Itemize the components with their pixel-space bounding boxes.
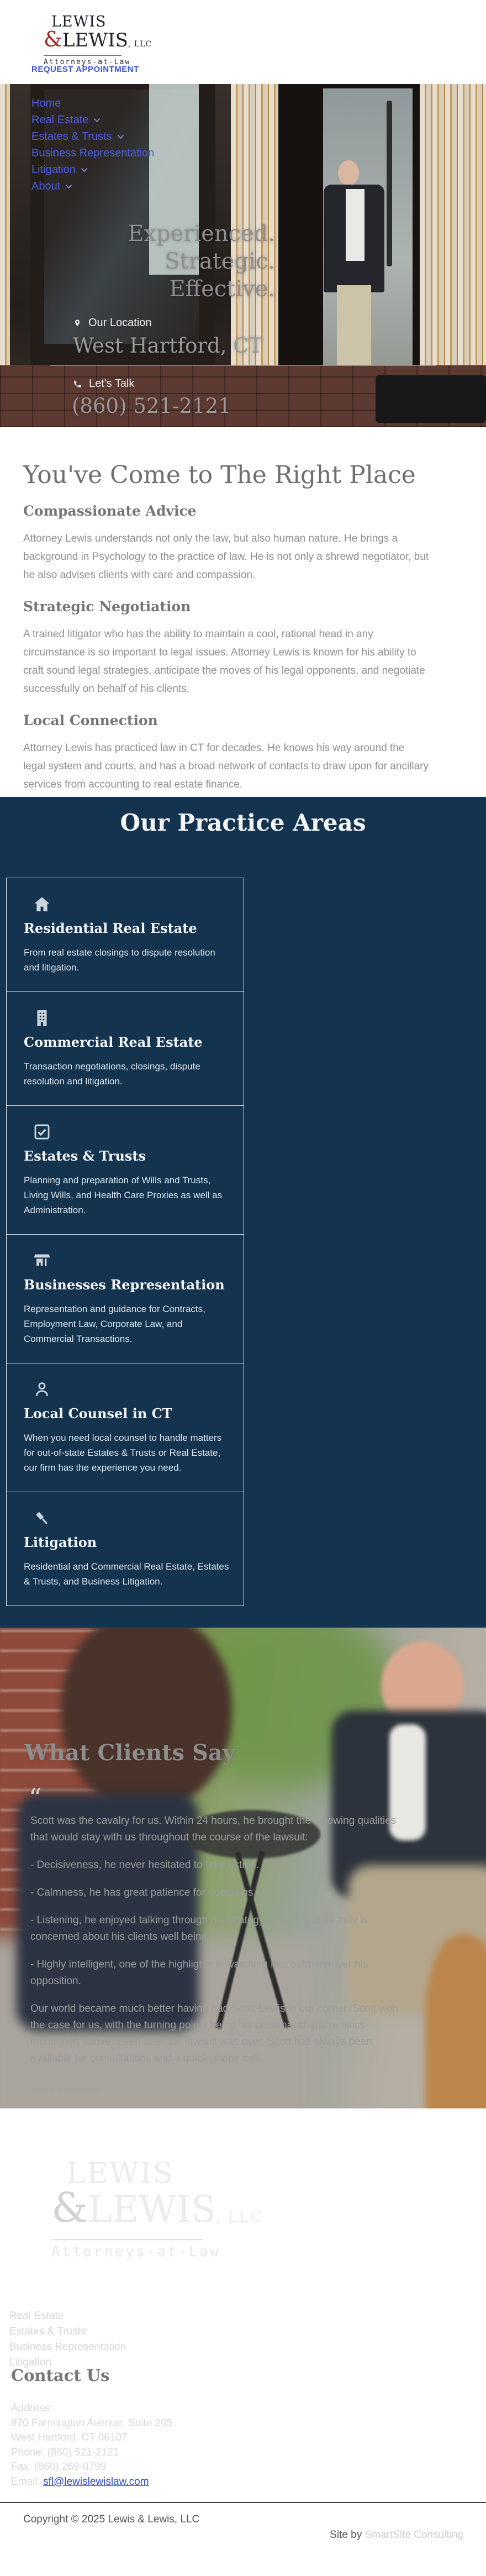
brand-name-line2-text: LEWIS [62, 29, 128, 51]
nav-item-label: Estates & Trusts [31, 130, 112, 143]
hero-headline-line: Effective. [169, 276, 275, 302]
footer-divider [0, 2502, 486, 2503]
testimonial-quote [30, 1813, 411, 2078]
testimonial-paragraph: - Highly intelligent, one of the highlights is watching him outmaneuver his opposition. [30, 1959, 368, 1987]
testimonial-paragraph: Our world became much better having had Scott Lewis in our corner. Scott won the case for us, with the turning points being his personal characteristics mentioned above. Even after the lawsuit was over, Scott has always been available for consultations and a quick phone call. [30, 2003, 399, 2064]
site-footer [0, 2108, 486, 2576]
hero-headline [83, 220, 275, 303]
practice-card-residential-real-estate[interactable] [6, 878, 244, 992]
quote-icon: “ [29, 1783, 42, 1813]
contact-us-heading: Contact Us [11, 2366, 110, 2385]
contact-address-line2: West Hartford, CT 06107 [11, 2432, 128, 2443]
testimonial-paragraph: Scott was the cavalry for us. Within 24 hours, he brought the following qualities that would stay with us throughout the course of the lawsuit: [30, 1815, 397, 1843]
building-icon [33, 1009, 230, 1027]
contact-phone: Phone: (860) 521-2121 [11, 2446, 119, 2458]
contact-email-link[interactable]: sfl@lewislewislaw.com [43, 2475, 149, 2488]
decor-man-head [338, 160, 359, 186]
practice-card-description: Transaction negotiations, closings, dispute resolution and litigation. [24, 1061, 200, 1087]
practice-card-title: Litigation [24, 1534, 97, 1550]
brand-suffix: , LLC [128, 40, 152, 49]
contact-email-row [11, 2475, 172, 2490]
footer-link-litigation[interactable]: Litigation [9, 2357, 52, 2368]
brand-name-line2-text: LEWIS [87, 2188, 216, 2232]
chevron-down-icon [81, 167, 88, 172]
practice-card-description: From real estate closings to dispute resolution and litigation. [24, 947, 215, 973]
practice-areas-section [0, 797, 486, 1628]
brand-rule [51, 2239, 203, 2240]
brand-tagline: Attorneys-at-Law [51, 2244, 221, 2261]
practice-card-businesses-representation[interactable] [6, 1234, 244, 1363]
practice-areas-title: Our Practice Areas [120, 809, 366, 836]
contact-fax: Fax: (860) 269-0799 [11, 2461, 107, 2473]
brand-name-line1: LEWIS [51, 13, 107, 30]
intro-heading-strategic-negotiation: Strategic Negotiation [23, 599, 191, 615]
brand-suffix: , LLC [216, 2208, 263, 2226]
practice-card-estates-trusts[interactable] [6, 1105, 244, 1235]
hero-headline-line: Strategic. [165, 249, 275, 274]
decor-pillar-left-edge [0, 84, 10, 365]
location-value: West Hartford, CT [73, 334, 263, 358]
contact-address-line1: 970 Farmington Avenue, Suite 205 [11, 2417, 173, 2429]
practice-card-description: Planning and preparation of Wills and Trusts, Living Wills, and Health Care Proxies as well as Administration. [24, 1175, 223, 1215]
nav-item-label: Home [31, 97, 61, 109]
site-credit [330, 2529, 463, 2541]
footer-link-business-representation[interactable]: Business Representation [9, 2341, 126, 2353]
testimonial-paragraph: - Listening, he enjoyed talking through his strategy with us and he truly is concerned about his clients well being [30, 1914, 368, 1943]
nav-item-label: Business Representation [31, 146, 155, 159]
gavel-icon [33, 1509, 230, 1528]
practice-cards [6, 878, 244, 1606]
chevron-down-icon [65, 184, 72, 189]
nav-item-home[interactable] [31, 95, 154, 112]
brand-tagline: Attorneys-at-Law [44, 58, 131, 66]
brand-name-line1: LEWIS [66, 2157, 174, 2191]
lets-talk-label-text: Let's Talk [89, 377, 135, 390]
contact-email-label: Email: [11, 2475, 44, 2488]
person-icon [33, 1380, 230, 1399]
practice-card-title: Estates & Trusts [24, 1148, 146, 1164]
brand-ampersand: & [44, 27, 62, 51]
nav-item-label: Real Estate [31, 113, 89, 126]
footer-link-real-estate[interactable]: Real Estate [9, 2310, 64, 2322]
footer-link-estates-trusts[interactable]: Estates & Trusts [9, 2326, 86, 2337]
brand-name-line2 [44, 27, 152, 54]
practice-card-description: Representation and guidance for Contracts, Employment Law, Corporate Law, and Commercial Transactions. [24, 1304, 205, 1344]
brand-logo[interactable] [44, 13, 152, 66]
nav-item-about[interactable] [31, 178, 154, 195]
site-by-brand-link[interactable]: SmartSite Consulting [364, 2529, 463, 2541]
contact-info [11, 2401, 172, 2489]
site-header [0, 0, 486, 85]
contact-address-label: Address: [11, 2402, 52, 2414]
nav-item-estates-trusts[interactable] [31, 128, 154, 145]
hero-headline-line: Experienced. [128, 221, 275, 246]
footer-brand-logo [51, 2157, 263, 2261]
site-by-label: Site by [330, 2529, 365, 2541]
intro-heading-local-connection: Local Connection [23, 712, 158, 728]
practice-card-title: Businesses Representation [24, 1277, 225, 1293]
practice-card-local-counsel[interactable] [6, 1363, 244, 1492]
intro-heading-compassionate-advice: Compassionate Advice [23, 503, 197, 519]
practice-card-title: Commercial Real Estate [24, 1034, 203, 1050]
intro-paragraph: Attorney Lewis understands not only the law, but also human nature. He brings a background in Psychology to the practice of law. He is not only a shrewd negotiator, but he also advises clients with care and compassion. [23, 533, 429, 581]
main-nav [31, 95, 154, 195]
testimonial-section [0, 1628, 486, 2108]
decor-woman-hair [61, 1628, 232, 1810]
testimonial-attribution: Juan & Elizabeth A. [30, 2085, 103, 2095]
brand-ampersand: & [51, 2184, 88, 2232]
copyright-text: Copyright © 2025 Lewis & Lewis, LLC [23, 2514, 200, 2525]
decor-lamp-reflection [387, 101, 392, 266]
testimonial-title: What Clients Say [24, 1740, 236, 1766]
nav-item-real-estate[interactable] [31, 112, 154, 128]
chevron-down-icon [93, 118, 101, 123]
practice-card-title: Local Counsel in CT [24, 1405, 172, 1421]
practice-card-litigation[interactable] [6, 1492, 244, 1606]
chevron-down-icon [117, 134, 124, 139]
brand-rule [44, 55, 122, 56]
request-appointment-link[interactable]: REQUEST APPOINTMENT [31, 65, 139, 74]
checkbox-icon [33, 1122, 230, 1141]
decor-dog [425, 1934, 486, 2108]
testimonial-paragraph: - Calmness, he has great patience for questions [30, 1887, 253, 1898]
nav-item-label: Litigation [31, 163, 76, 176]
testimonial-paragraph: - Decisiveness, he never hesitated to take action. [30, 1859, 260, 1871]
location-label-text: Our Location [88, 317, 152, 329]
practice-card-commercial-real-estate[interactable] [6, 991, 244, 1106]
phone-number-link[interactable]: (860) 521-2121 [72, 394, 231, 418]
storefront-icon [33, 1251, 230, 1270]
intro-paragraph: Attorney Lewis has practiced law in CT for decades. He knows his way around the legal system and courts, and has a broad network of contacts to draw upon for ancillary services from accounting to real estate finance. [23, 742, 429, 790]
nav-item-label: About [31, 180, 61, 192]
house-icon [33, 895, 230, 914]
nav-item-litigation[interactable] [31, 161, 154, 178]
intro-section [0, 427, 486, 797]
decor-pillar-right [420, 84, 486, 365]
practice-card-title: Residential Real Estate [24, 920, 197, 936]
decor-door-mat [376, 375, 486, 423]
practice-card-description: Residential and Commercial Real Estate, Estates & Trusts, and Business Litigation. [24, 1561, 229, 1587]
intro-title: You've Come to The Right Place [23, 461, 416, 489]
intro-paragraph: A trained litigator who has the ability to maintain a cool, rational head in any circumstance is so important to legal issues. Attorney Lewis is known for his ability to craft sound legal strategies, anticipate the moves of his legal opponents, and negotiate successfully on behalf of his clients. [23, 628, 425, 695]
practice-card-description: When you need local counsel to handle matters for out-of-state Estates & Trusts or Real Estate, our firm has the experience you need. [24, 1433, 222, 1473]
hero-section [0, 84, 486, 427]
brand-name-line2 [51, 2184, 263, 2237]
nav-item-business-representation[interactable] [31, 145, 154, 161]
footer-nav [9, 2309, 126, 2370]
decor-man-shirt [346, 189, 364, 261]
